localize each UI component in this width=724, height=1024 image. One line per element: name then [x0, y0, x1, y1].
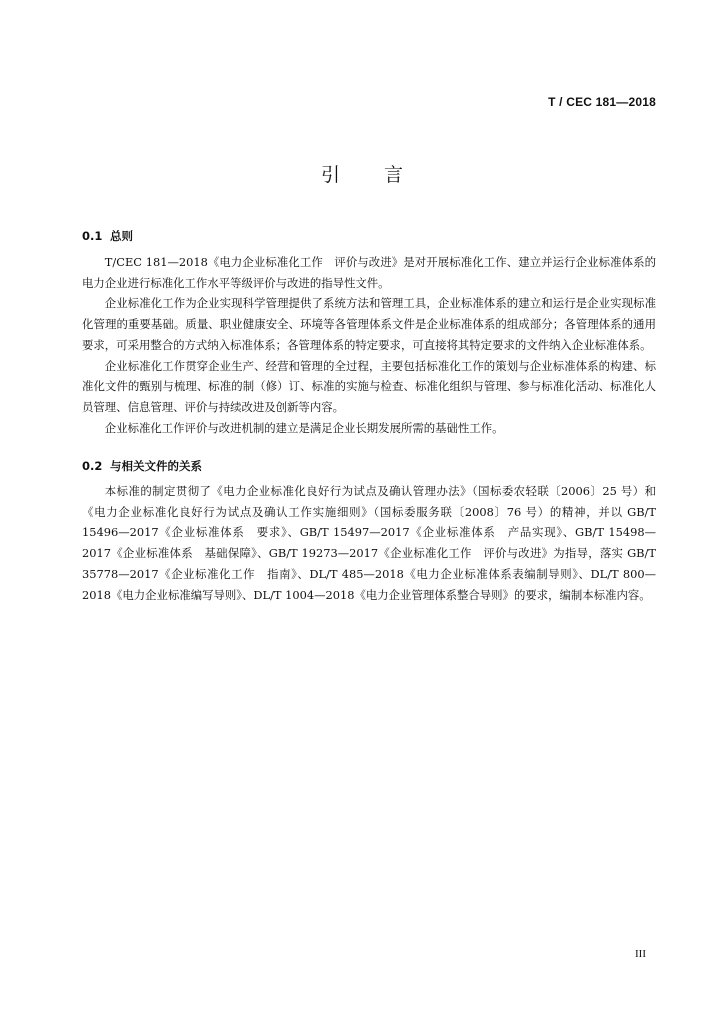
- paragraph: T/CEC 181—2018《电力企业标准化工作 评价与改进》是对开展标准化工作、建立并运行企业标准体系的电力企业进行标准化工作水平等级评价与改进的指导性文件。: [82, 255, 656, 290]
- section-body-0-1: [82, 252, 656, 438]
- section-title: 总则: [110, 229, 133, 243]
- paragraph: 企业标准化工作为企业实现科学管理提供了系统方法和管理工具，企业标准体系的建立和运行是企业实现标准化管理的重要基础。质量、职业健康安全、环境等各管理体系文件是企业标准体系的组成部分；各管理体系的通用要求，可采用整合的方式纳入标准体系；各管理体系的特定要求，可直接将其特定要求的文件纳入企业标准体系。: [82, 296, 656, 352]
- section-number: 0.2: [82, 459, 103, 473]
- page-title: [0, 160, 724, 187]
- document-code: T / CEC 181—2018: [548, 95, 656, 109]
- title-char-2: 言: [384, 164, 404, 186]
- title-char-1: 引: [320, 164, 340, 186]
- section-heading-0-1: [82, 228, 133, 244]
- page-number: III: [635, 948, 646, 960]
- paragraph: 本标准的制定贯彻了《电力企业标准化良好行为试点及确认管理办法》（国标委农轻联〔2006〕25 号）和《电力企业标准化良好行为试点及确认工作实施细则》（国标委服务联〔2008〕76 号）的精神，并以 GB/T 15496—2017《企业标准体系 要求》、GB/T 15497—2017《企业标准体系 产品实现》、GB/T 15498—2017《企业标准体系 基础保障》、GB/T 19273—2017《企业标准化工作 评价与改进》为指导，落实 GB/T 35778—2017《企业标准化工作 指南》、DL/T 485—2018《电力企业标准体系表编制导则》、DL/T 800—2018《电力企业标准编写导则》、DL/T 1004—2018《电力企业管理体系整合导则》的要求，编制本标准内容。: [82, 484, 656, 602]
- section-body-0-2: [82, 481, 656, 605]
- section-heading-0-2: [82, 458, 202, 474]
- section-title: 与相关文件的关系: [110, 459, 202, 473]
- paragraph: 企业标准化工作评价与改进机制的建立是满足企业长期发展所需的基础性工作。: [104, 420, 504, 435]
- section-number: 0.1: [82, 229, 103, 243]
- paragraph: 企业标准化工作贯穿企业生产、经营和管理的全过程，主要包括标准化工作的策划与企业标准体系的构建、标准化文件的甄别与梳理、标准的制（修）订、标准的实施与检查、标准化组织与管理、参与标准化活动、标准化人员管理、信息管理、评价与持续改进及创新等内容。: [82, 358, 656, 414]
